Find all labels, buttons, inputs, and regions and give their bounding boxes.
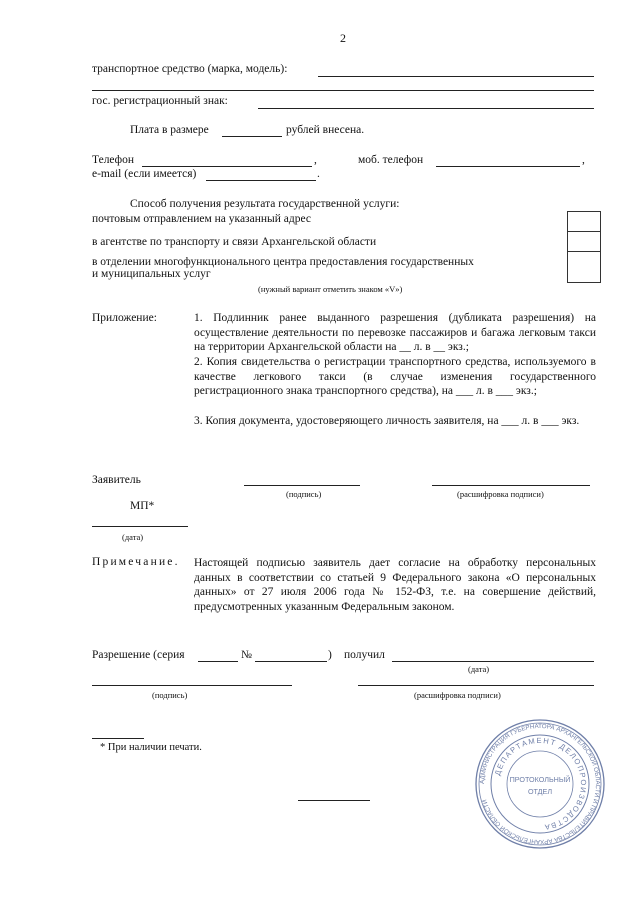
note-label: Примечание. [92,556,180,568]
vehicle-label: транспортное средство (марка, модель): [92,63,288,75]
fee-prefix: Плата в размере [130,124,209,136]
permit-close-paren: ) [328,649,332,661]
checkbox-agency[interactable] [567,231,601,253]
attachment-item-3: 3. Копия документа, удостоверяющего личность заявителя, на ___ л. в ___ экз. [194,415,580,427]
email-label: e-mail (если имеется) [92,168,197,180]
seal-mark: МП* [130,500,155,512]
phone-label: Телефон [92,154,135,166]
checkbox-mfc[interactable] [567,251,601,283]
permit-series-field[interactable] [198,661,238,662]
applicant-label: Заявитель [92,474,141,486]
applicant-date-field[interactable] [92,526,188,527]
bottom-line [298,800,370,801]
checkbox-mail[interactable] [567,211,601,233]
permit-number-field[interactable] [255,661,327,662]
phone-field[interactable] [142,166,312,167]
permit-date-caption: (дата) [468,664,490,674]
permit-date-field[interactable] [392,661,594,662]
footnote-separator [92,738,144,739]
attachment-item-1: 1. Подлинник ранее выданного разрешения (дубликата разрешения) на осуществление деятельности по перевозке пассажиров и багажа легковым такси на территории Архангельской области на __ л. в __ экз.; [194,312,596,353]
permit-signature-caption: (подпись) [152,690,188,700]
applicant-signature-caption: (подпись) [286,489,322,499]
permit-received-label: получил [344,649,385,661]
note-text: Настоящей подписью заявитель дает согласие на обработку персональных данных в соответствии со статьей 9 Федерального закона «О персональных данных» от 27 июля 2006 года № 152-ФЗ, т.е. на совершение действий, предусмотренных указанным Федеральным законом. [194,557,596,613]
permit-number-sign: № [241,649,252,661]
stamp-outer-text: АДМИНИСТРАЦИЯ ГУБЕРНАТОРА АРХАНГЕЛЬСКОЙ ОБЛАСТИ И ПРАВИТЕЛЬСТВА АРХАНГЕЛЬСКОЙ ОБЛАСТИ [478,722,602,846]
reg-label: гос. регистрационный знак: [92,95,228,107]
stamp-center-line-2: ОТДЕЛ [527,787,553,796]
mobile-label: моб. телефон [358,154,424,166]
delivery-option-mail: почтовым отправлением на указанный адрес [92,213,311,225]
email-period: . [317,168,320,180]
delivery-option-mfc-cont: и муниципальных услуг [92,268,211,280]
attachment-item-2: 2. Копия свидетельства о регистрации транспортного средства, используемого в качестве легкового такси (в случае изменения государственного регистрационного знака транспортного средства), на ___ л. в ___ экз.; [194,356,596,397]
applicant-decoding-caption: (расшифровка подписи) [457,489,544,499]
permit-decoding-caption: (расшифровка подписи) [414,690,501,700]
footnote: * При наличии печати. [100,742,202,753]
delivery-title: Способ получения результата государственной услуги: [130,198,400,210]
vehicle-field-extra[interactable] [92,90,594,91]
phone-comma: , [314,154,317,166]
stamp-center-line-1: ПРОТОКОЛЬНЫЙ [509,775,571,784]
page-number: 2 [340,31,346,45]
permit-decoding-field[interactable] [358,685,594,686]
attachments-label: Приложение: [92,312,157,324]
delivery-option-agency: в агентстве по транспорту и связи Архангельской области [92,236,377,248]
reg-field[interactable] [258,108,594,109]
mobile-field[interactable] [436,166,580,167]
email-field[interactable] [206,180,316,181]
permit-prefix: Разрешение (серия [92,649,185,661]
fee-amount-field[interactable] [222,136,282,137]
fee-suffix: рублей внесена. [286,124,365,136]
applicant-signature-field[interactable] [244,485,360,486]
stamp-inner-text: ДЕПАРТАМЕНТ ДЕЛОПРОИЗВОДСТВА [492,735,589,832]
permit-signature-field[interactable] [92,685,292,686]
delivery-hint: (нужный вариант отметить знаком «V») [258,284,403,294]
applicant-decoding-field[interactable] [432,485,590,486]
department-stamp [474,718,606,850]
mobile-comma: , [582,154,585,166]
applicant-date-caption: (дата) [122,532,144,542]
vehicle-field[interactable] [318,76,594,77]
delivery-option-mfc: в отделении многофункционального центра предоставления государственных [92,256,474,268]
